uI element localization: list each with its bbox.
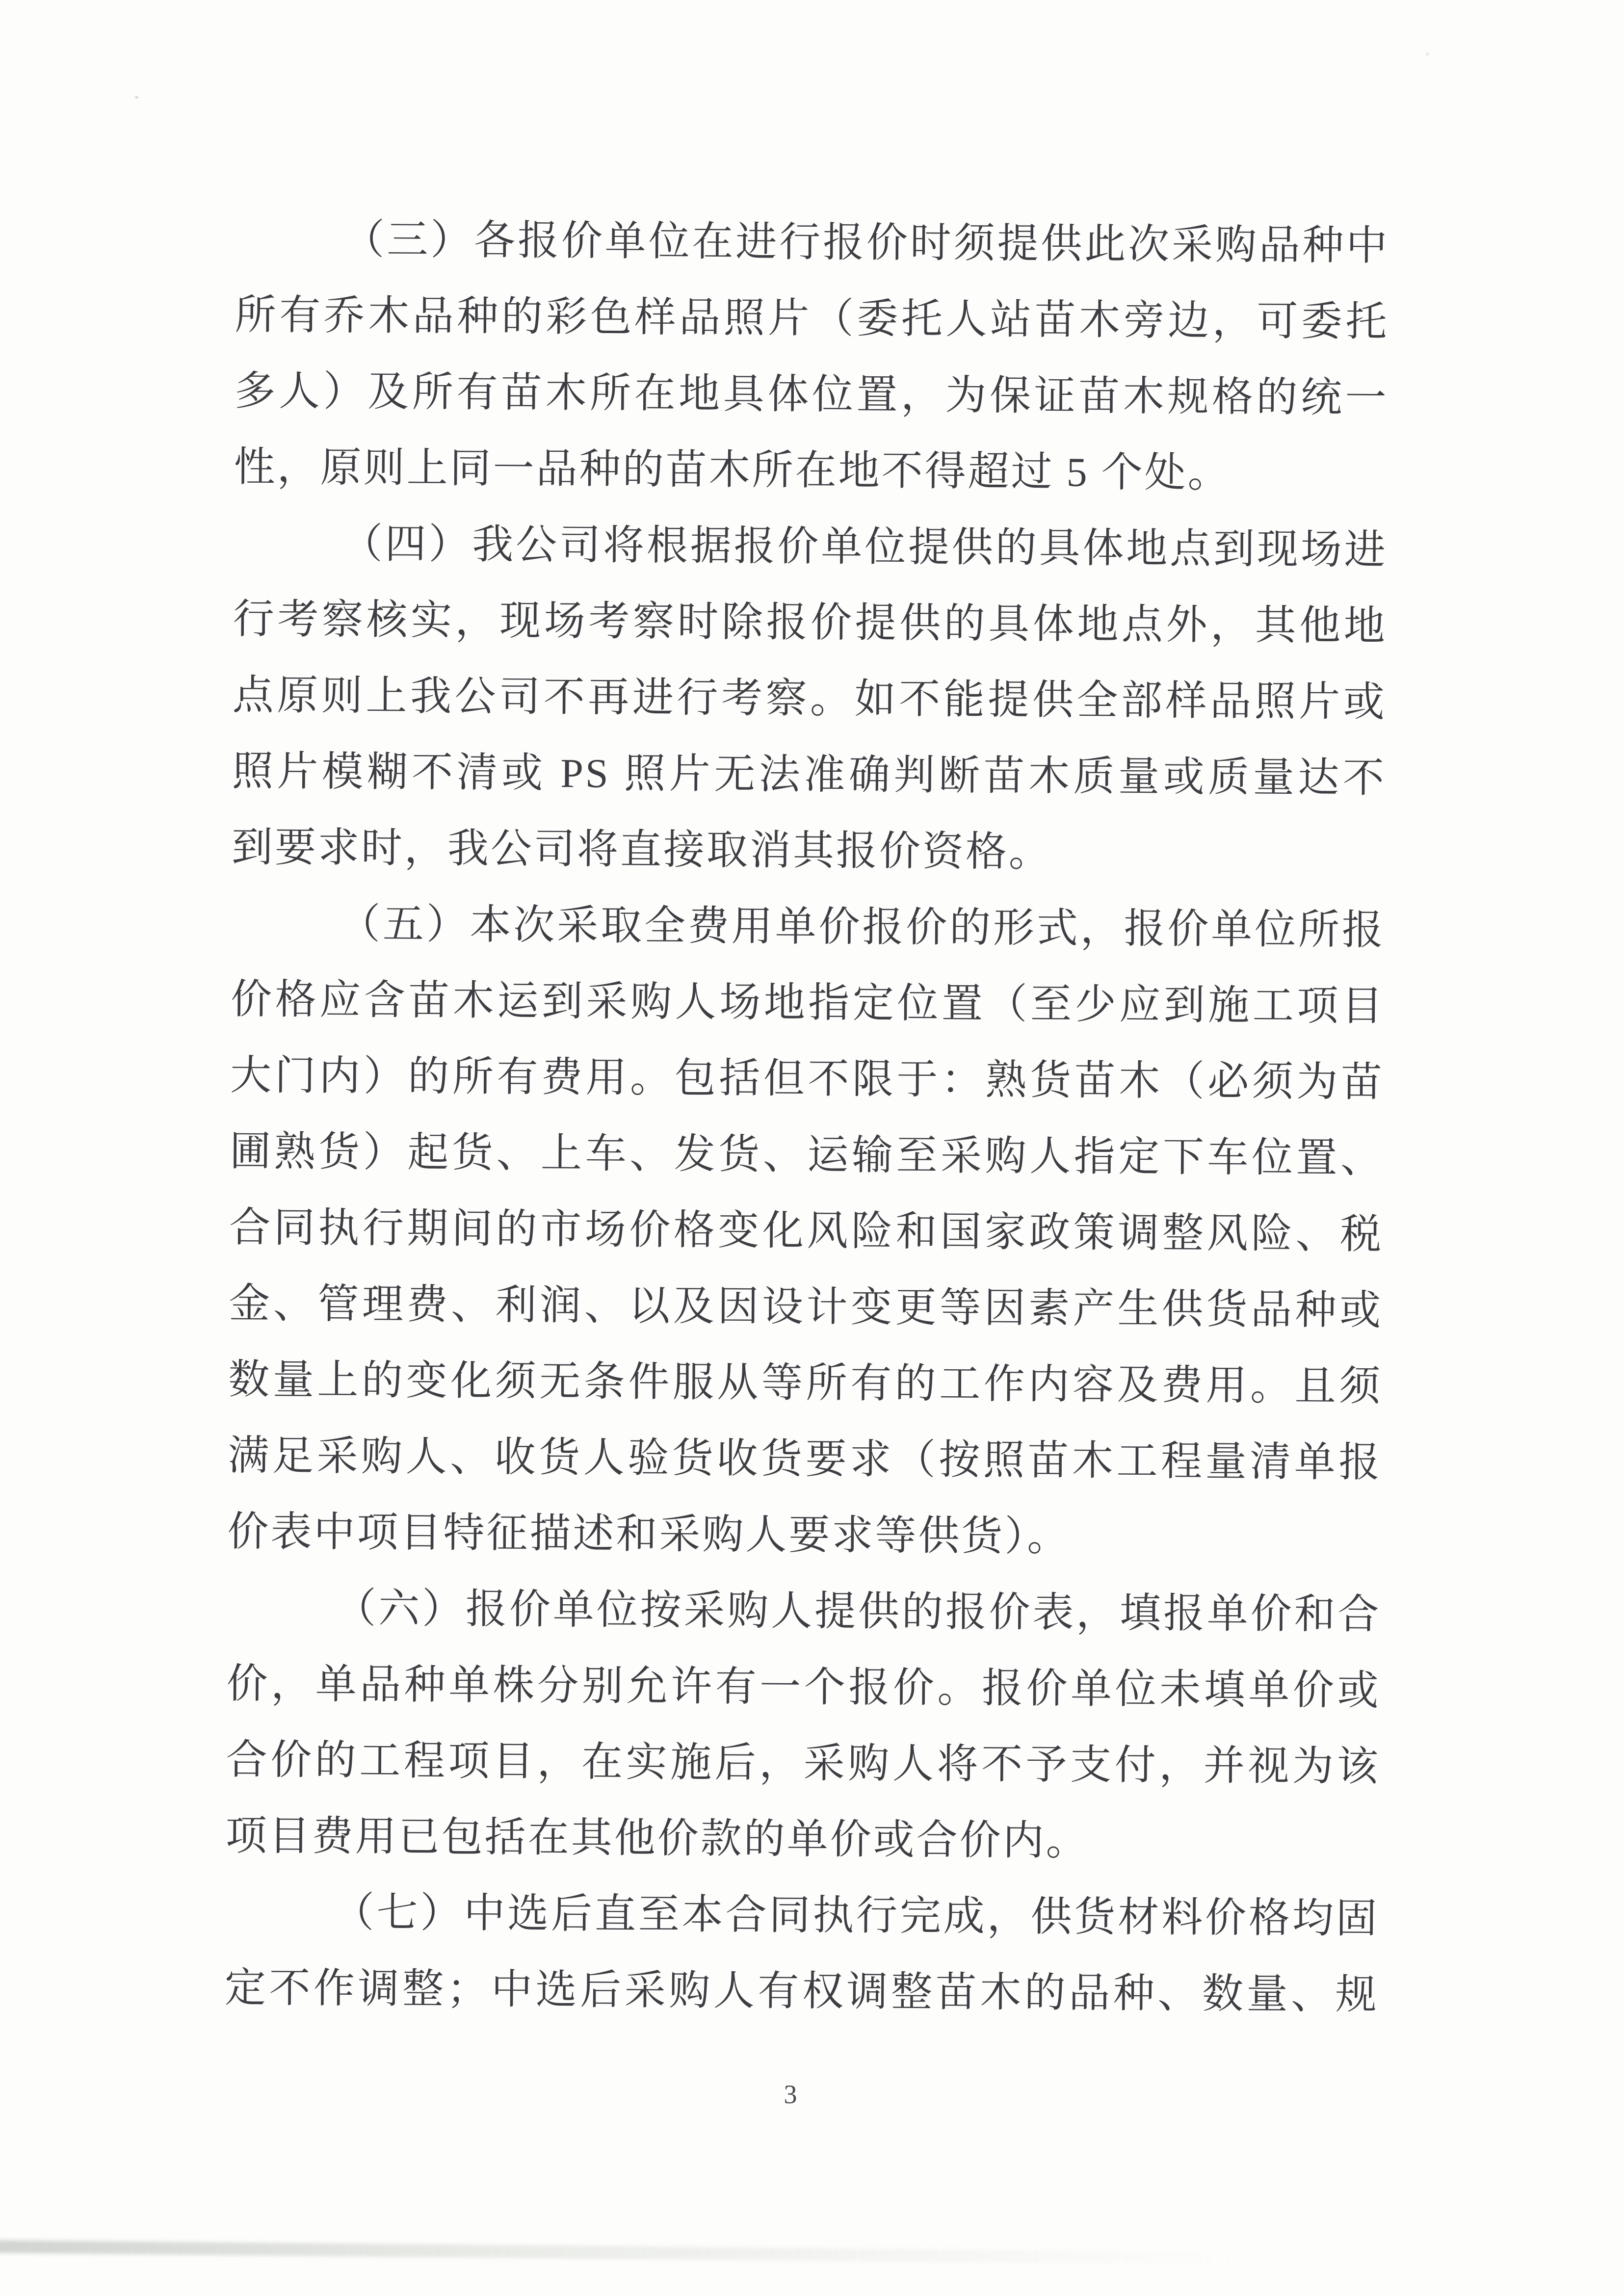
text-line: 性，原则上同一品种的苗木所在地不得超过 5 个处。 — [234, 444, 1231, 496]
text-line: 照片模糊不清或 PS 照片无法准确判断苗木质量或质量达不 — [232, 748, 1387, 802]
text-line: 定不作调整；中选后采购人有权调整苗木的品种、数量、规 — [224, 1965, 1379, 2018]
scan-speck — [135, 96, 138, 99]
text-line: 多人）及所有苗木所在地具体位置，为保证苗木规格的统一 — [234, 368, 1388, 421]
scan-speck — [1426, 53, 1429, 55]
text-line: 圃熟货）起货、上车、发货、运输至采购人指定下车位置、 — [229, 1128, 1384, 1182]
text-line: （六）报价单位按采购人提供的报价表，填报单价和合 — [335, 1586, 1381, 1638]
text-line: 价，单品种单株分别允许有一个报价。报价单位未填单价或 — [226, 1661, 1381, 1714]
scan-artifact-streak — [0, 2240, 1234, 2265]
text-line: 行考察核实，现场考察时除报价提供的具体地点外，其他地 — [233, 596, 1388, 650]
text-line: 合同执行期间的市场价格变化风险和国家政策调整风险、税 — [229, 1204, 1384, 1258]
text-line: 满足采购人、收货人验货收货要求（按照苗木工程量清单报 — [228, 1433, 1382, 1486]
text-line: 到要求时，我公司将直接取消其报价资格。 — [231, 824, 1052, 876]
text-line: 价表中项目特征描述和采购人要求等供货）。 — [227, 1509, 1071, 1560]
text-line: 金、管理费、利润、以及因设计变更等因素产生供货品种或 — [228, 1280, 1383, 1334]
text-line: 所有乔木品种的彩色样品照片（委托人站苗木旁边，可委托 — [235, 292, 1389, 345]
text-line: 项目费用已包括在其他价款的单价或合价内。 — [225, 1813, 1089, 1864]
document-body — [224, 201, 1389, 2033]
text-line: 数量上的变化须无条件服从等所有的工作内容及费用。且须 — [228, 1357, 1383, 1410]
text-line: 价格应含苗木运到采购人场地指定位置（至少应到施工项目 — [230, 976, 1385, 1030]
page-number: 3 — [784, 2080, 797, 2109]
text-line: （七）中选后直至本合同执行完成，供货材料价格均固 — [333, 1890, 1379, 1942]
text-line: 大门内）的所有费用。包括但不限于：熟货苗木（必须为苗 — [230, 1052, 1385, 1106]
text-line: （四）我公司将根据报价单位提供的具体地点到现场进 — [341, 521, 1388, 574]
text-line: （三）各报价单位在进行报价时须提供此次采购品种中 — [343, 217, 1389, 269]
text-line: 点原则上我公司不再进行考察。如不能提供全部样品照片或 — [232, 672, 1387, 726]
text-line: 合价的工程项目，在实施后，采购人将不予支付，并视为该 — [226, 1737, 1380, 1790]
text-line: （五）本次采取全费用单价报价的形式，报价单位所报 — [339, 901, 1386, 954]
